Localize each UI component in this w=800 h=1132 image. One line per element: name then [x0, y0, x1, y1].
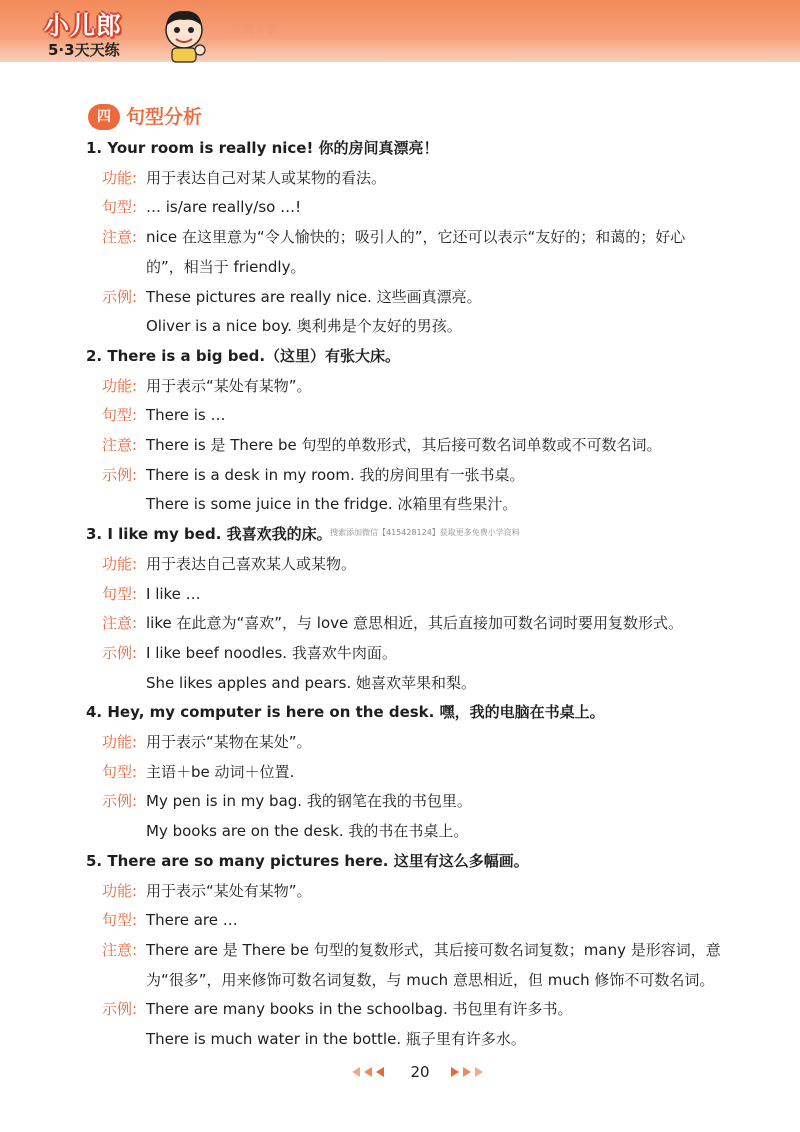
- mascot-boy-icon: [158, 8, 210, 64]
- row-text: These pictures are really nice. 这些画真漂亮。: [146, 287, 482, 306]
- row-text: My books are on the desk. 我的书在书桌上。: [146, 822, 469, 841]
- logo-title: 小儿郎: [44, 11, 123, 40]
- row-text: I like …: [146, 584, 201, 603]
- row-label: 功能:: [102, 733, 138, 751]
- arrows-left-icon: [350, 1064, 394, 1080]
- row-label: 示例:: [102, 1000, 138, 1019]
- row-text: There is …: [146, 406, 226, 425]
- row-label: 句型:: [102, 584, 138, 603]
- brand-logo: [38, 6, 208, 60]
- row-text: 用于表示“某处有某物”。: [146, 881, 312, 900]
- row-text: I like beef noodles. 我喜欢牛肉面。: [146, 643, 397, 662]
- row-label: 示例:: [102, 792, 138, 811]
- row-text: 用于表达自己对某人或某物的看法。: [146, 168, 387, 187]
- watermark-text: 搜索添加微信【415428124】获取更多免费小学资料: [330, 528, 520, 537]
- row-text: nice 在这里意为“令人愉快的；吸引人的”，它还可以表示“友好的；和蔼的；好心: [146, 228, 686, 247]
- row-text: There is 是 There be 句型的单数形式，其后接可数名词单数或不可数名词。: [146, 436, 662, 454]
- row-text: There are 是 There be 句型的复数形式，其后接可数名词复数；many 是形容词，意: [146, 940, 721, 959]
- question-sentence: 2. There is a big bed.（这里）有张大床。: [86, 346, 401, 365]
- row-text: 的”，相当于 friendly。: [146, 257, 306, 276]
- question-sentence: 3. I like my bed. 我喜欢我的床。: [86, 525, 332, 544]
- row-text: 用于表示“某处有某物”。: [146, 376, 312, 395]
- row-text: There are many books in the schoolbag. 书包里有许多书。: [146, 1000, 573, 1019]
- row-text: like 在此意为“喜欢”，与 love 意思相近，其后直接加可数名词时要用复数形式。: [146, 614, 684, 633]
- page-number: 20: [410, 1063, 430, 1081]
- row-label: 句型:: [102, 911, 138, 930]
- row-label: 功能:: [102, 554, 138, 573]
- logo-subtitle: 5·3天天练: [48, 41, 120, 59]
- question-sentence: 5. There are so many pictures here. 这里有这么多幅画。: [86, 851, 529, 870]
- row-label: 示例:: [102, 643, 138, 662]
- row-label: 句型:: [102, 762, 138, 781]
- row-label: 功能:: [102, 168, 138, 187]
- row-label: 注意:: [102, 436, 138, 454]
- row-text: There is much water in the bottle. 瓶子里有许多水。: [146, 1030, 526, 1048]
- row-label: 功能:: [102, 376, 138, 395]
- row-text: She likes apples and pears. 她喜欢苹果和梨。: [146, 673, 476, 692]
- row-text: 主语＋be 动词＋位置.: [146, 762, 295, 781]
- row-text: Oliver is a nice boy. 奥利弗是个友好的男孩。: [146, 317, 462, 336]
- row-label: 句型:: [102, 198, 138, 217]
- arrows-right-icon: [447, 1064, 491, 1080]
- question-sentence: 4. Hey, my computer is here on the desk. 嘿，我的电脑在书桌上。: [86, 703, 605, 722]
- row-text: 为“很多”，用来修饰可数名词复数，与 much 意思相近，但 much 修饰不可数名词。: [146, 970, 715, 989]
- page-footer: [0, 1062, 800, 1084]
- row-text: 用于表达自己喜欢某人或某物。: [146, 554, 357, 573]
- section-number-badge: 四: [88, 104, 120, 130]
- section-title: 句型分析: [126, 106, 203, 128]
- row-label: 示例:: [102, 287, 138, 306]
- question-sentence: 1. Your room is really nice! 你的房间真漂亮！: [86, 139, 439, 157]
- header-band: [0, 0, 800, 62]
- row-label: 功能:: [102, 881, 138, 900]
- row-label: 句型:: [102, 406, 138, 425]
- row-text: 用于表示“某物在某处”。: [146, 733, 312, 751]
- row-text: My pen is in my bag. 我的钢笔在我的书包里。: [146, 792, 472, 811]
- row-label: 注意:: [102, 940, 138, 959]
- row-text: There is some juice in the fridge. 冰箱里有些果汁。: [146, 495, 518, 514]
- row-text: There are …: [146, 911, 238, 930]
- row-label: 注意:: [102, 614, 138, 633]
- grade-label: 三年级下册: [218, 22, 279, 36]
- row-text: … is/are really/so …!: [146, 198, 302, 217]
- row-label: 注意:: [102, 228, 138, 247]
- row-text: There is a desk in my room. 我的房间里有一张书桌。: [146, 465, 525, 484]
- row-label: 示例:: [102, 465, 138, 484]
